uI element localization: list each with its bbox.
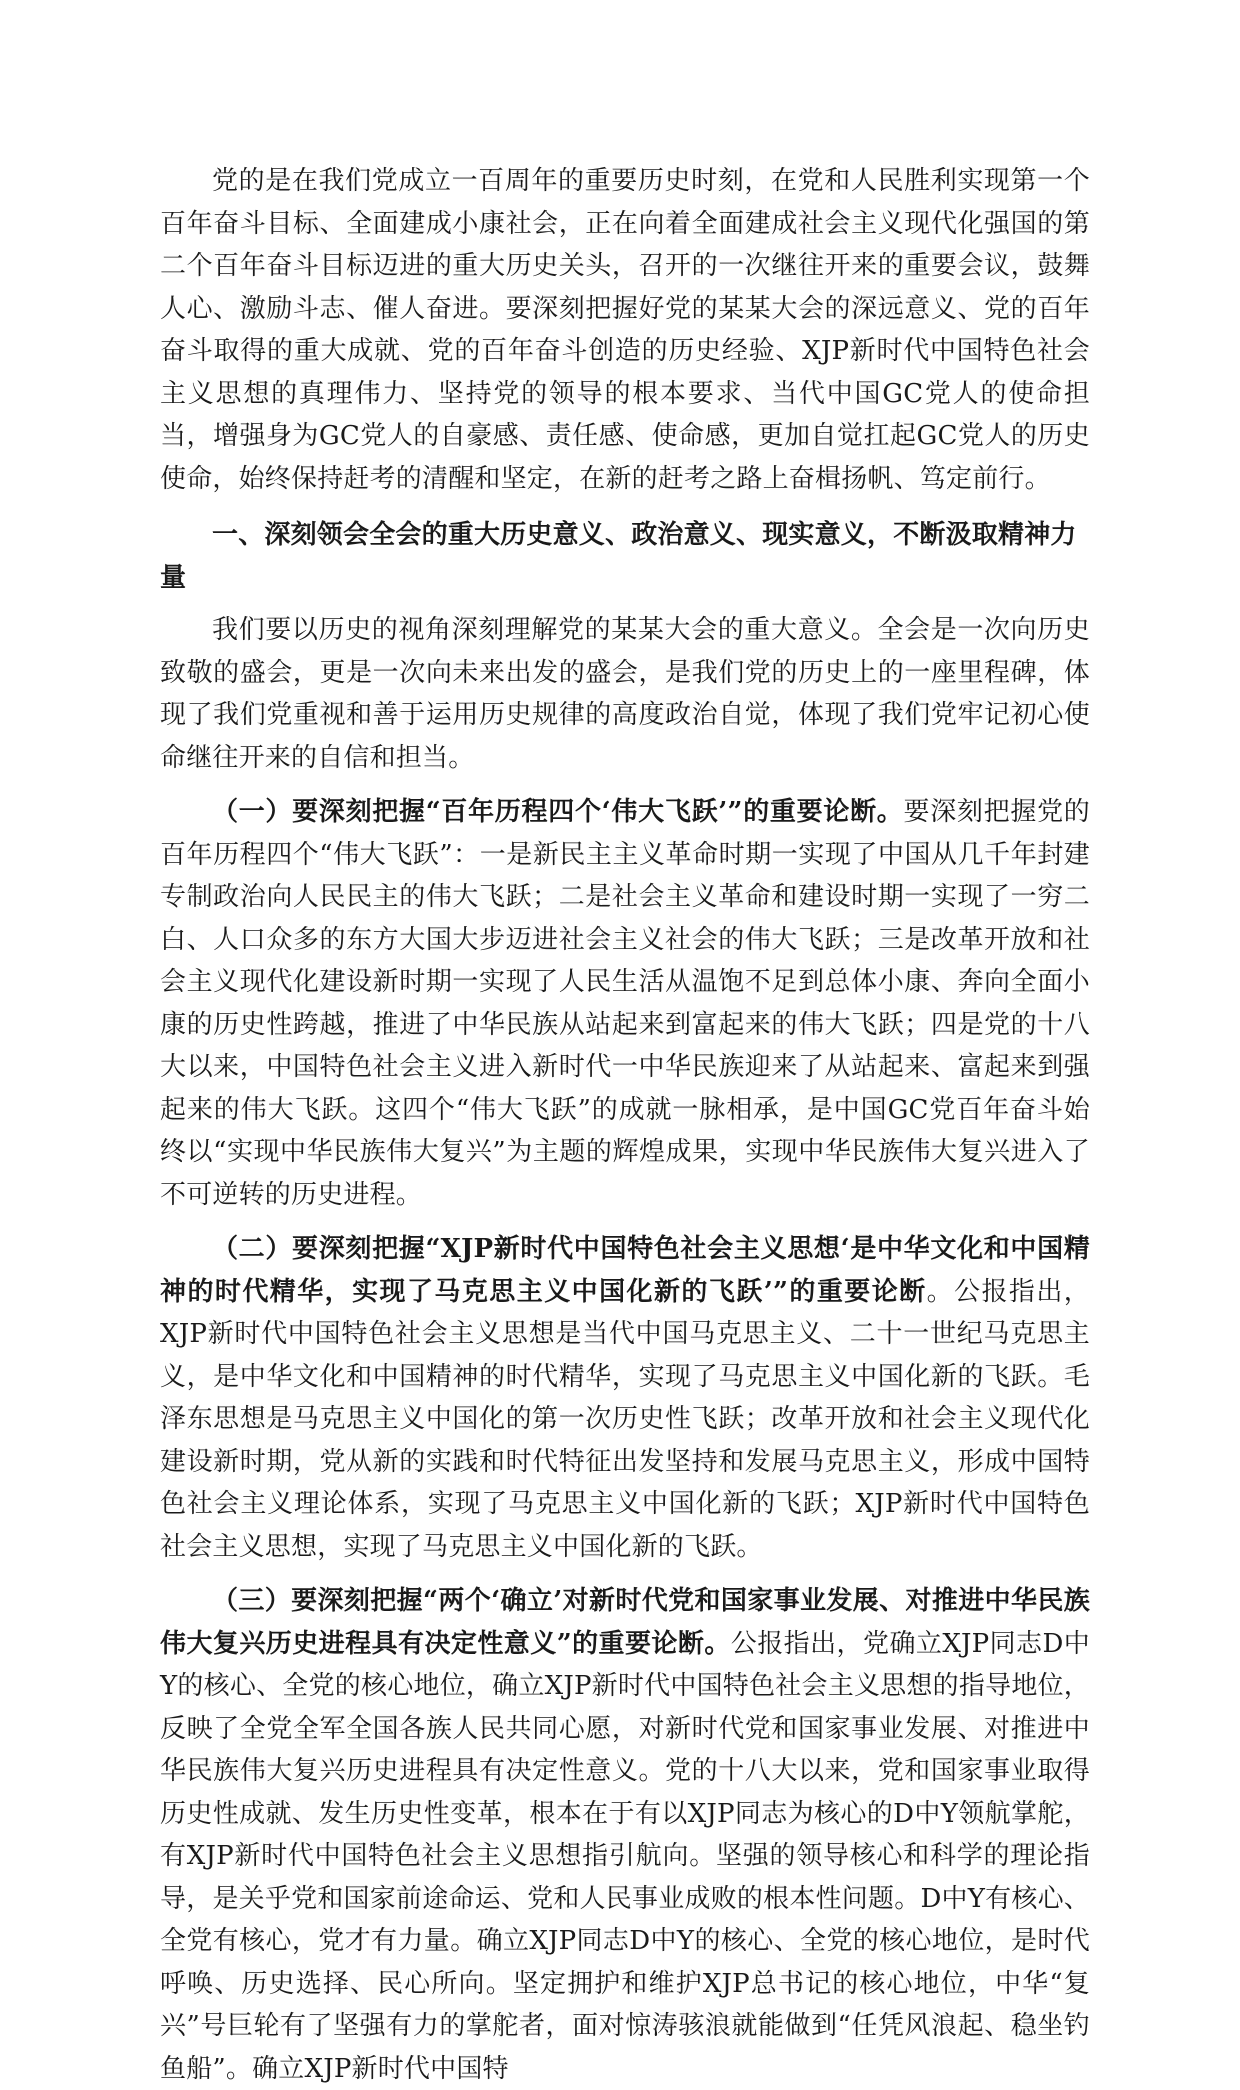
point-1-body: 要深刻把握党的百年历程四个“伟大飞跃”：一是新民主主义革命时期一实现了中国从几千年封建专制政治向人民民主的伟大飞跃；二是社会主义革命和建设时期一实现了一穷二白、人口众多的东方大国大步迈进社会主义社会的伟大飞跃；三是改革开放和社会主义现代化建设新时期一实现了人民生活从温饱不足到总体小康、奔向全面小康的历史性跨越，推进了中华民族从站起来到富起来的伟大飞跃；四是党的十八大以来，中国特色社会主义进入新时代一中华民族迎来了从站起来、富起来到强起来的伟大飞跃。这四个“伟大飞跃”的成就一脉相承，是中国GC党百年奋斗始终以“实现中华民族伟大复兴”为主题的辉煌成果，实现中华民族伟大复兴进入了不可逆转的历史进程。: [160, 797, 1090, 1210]
point-1-paragraph: [160, 791, 1090, 1216]
point-2-body: 。公报指出，XJP新时代中国特色社会主义思想是当代中国马克思主义、二十一世纪马克思主义，是中华文化和中国精神的时代精华，实现了马克思主义中国化新的飞跃。毛泽东思想是马克思主义中国化的第一次历史性飞跃；改革开放和社会主义现代化建设新时期，党从新的实践和时代特征出发坚持和发展马克思主义，形成中国特色社会主义理论体系，实现了马克思主义中国化新的飞跃；XJP新时代中国特色社会主义思想，实现了马克思主义中国化新的飞跃。: [160, 1276, 1091, 1562]
point-3-lead: （三）要深刻把握“两个‘确立’对新时代党和国家事业发展、对推进中华民族伟大复兴历史进程具有决定性意义”的重要论断。: [160, 1586, 1090, 1659]
section1-intro-paragraph: 我们要以历史的视角深刻理解党的某某大会的重大意义。全会是一次向历史致敬的盛会，更是一次向未来出发的盛会，是我们党的历史上的一座里程碑，体现了我们党重视和善于运用历史规律的高度政治自觉，体现了我们党牢记初心使命继往开来的自信和担当。: [160, 615, 1090, 773]
section-heading-1: 一、深刻领会全会的重大历史意义、政治意义、现实意义，不断汲取精神力量: [160, 520, 1077, 593]
point-3-paragraph: [160, 1580, 1090, 2090]
point-2-paragraph: [160, 1228, 1090, 1568]
point-1-lead: （一）要深刻把握“百年历程四个‘伟大飞跃’”的重要论断。: [212, 797, 904, 827]
document-page: [160, 160, 1090, 2090]
intro-paragraph: 党的是在我们党成立一百周年的重要历史时刻，在党和人民胜利实现第一个百年奋斗目标、全面建成小康社会，正在向着全面建成社会主义现代化强国的第二个百年奋斗目标迈进的重大历史关头，召开的一次继往开来的重要会议，鼓舞人心、激励斗志、催人奋进。要深刻把握好党的某某大会的深远意义、党的百年奋斗取得的重大成就、党的百年奋斗创造的历史经验、XJP新时代中国特色社会主义思想的真理伟力、坚持党的领导的根本要求、当代中国GC党人的使命担当，增强身为GC党人的自豪感、责任感、使命感，更加自觉扛起GC党人的历史使命，始终保持赶考的清醒和坚定，在新的赶考之路上奋楫扬帆、笃定前行。: [160, 166, 1090, 494]
point-3-body: 公报指出，党确立XJP同志D中Y的核心、全党的核心地位，确立XJP新时代中国特色社会主义思想的指导地位，反映了全党全军全国各族人民共同心愿，对新时代党和国家事业发展、对推进中华民族伟大复兴历史进程具有决定性意义。党的十八大以来，党和国家事业取得历史性成就、发生历史性变革，根本在于有以XJP同志为核心的D中Y领航掌舵，有XJP新时代中国特色社会主义思想指引航向。坚强的领导核心和科学的理论指导，是关乎党和国家前途命运、党和人民事业成败的根本性问题。D中Y有核心、全党有核心，党才有力量。确立XJP同志D中Y的核心、全党的核心地位，是时代呼唤、历史选择、民心所向。坚定拥护和维护XJP总书记的核心地位，中华“复兴”号巨轮有了坚强有力的掌舵者，面对惊涛骇浪就能做到“任凭风浪起、稳坐钓鱼船”。确立XJP新时代中国特: [160, 1628, 1090, 2084]
point-2-lead: （二）要深刻把握“XJP新时代中国特色社会主义思想‘是中华文化和中国精神的时代精华，实现了马克思主义中国化新的飞跃’”的重要论断: [160, 1234, 1090, 1307]
